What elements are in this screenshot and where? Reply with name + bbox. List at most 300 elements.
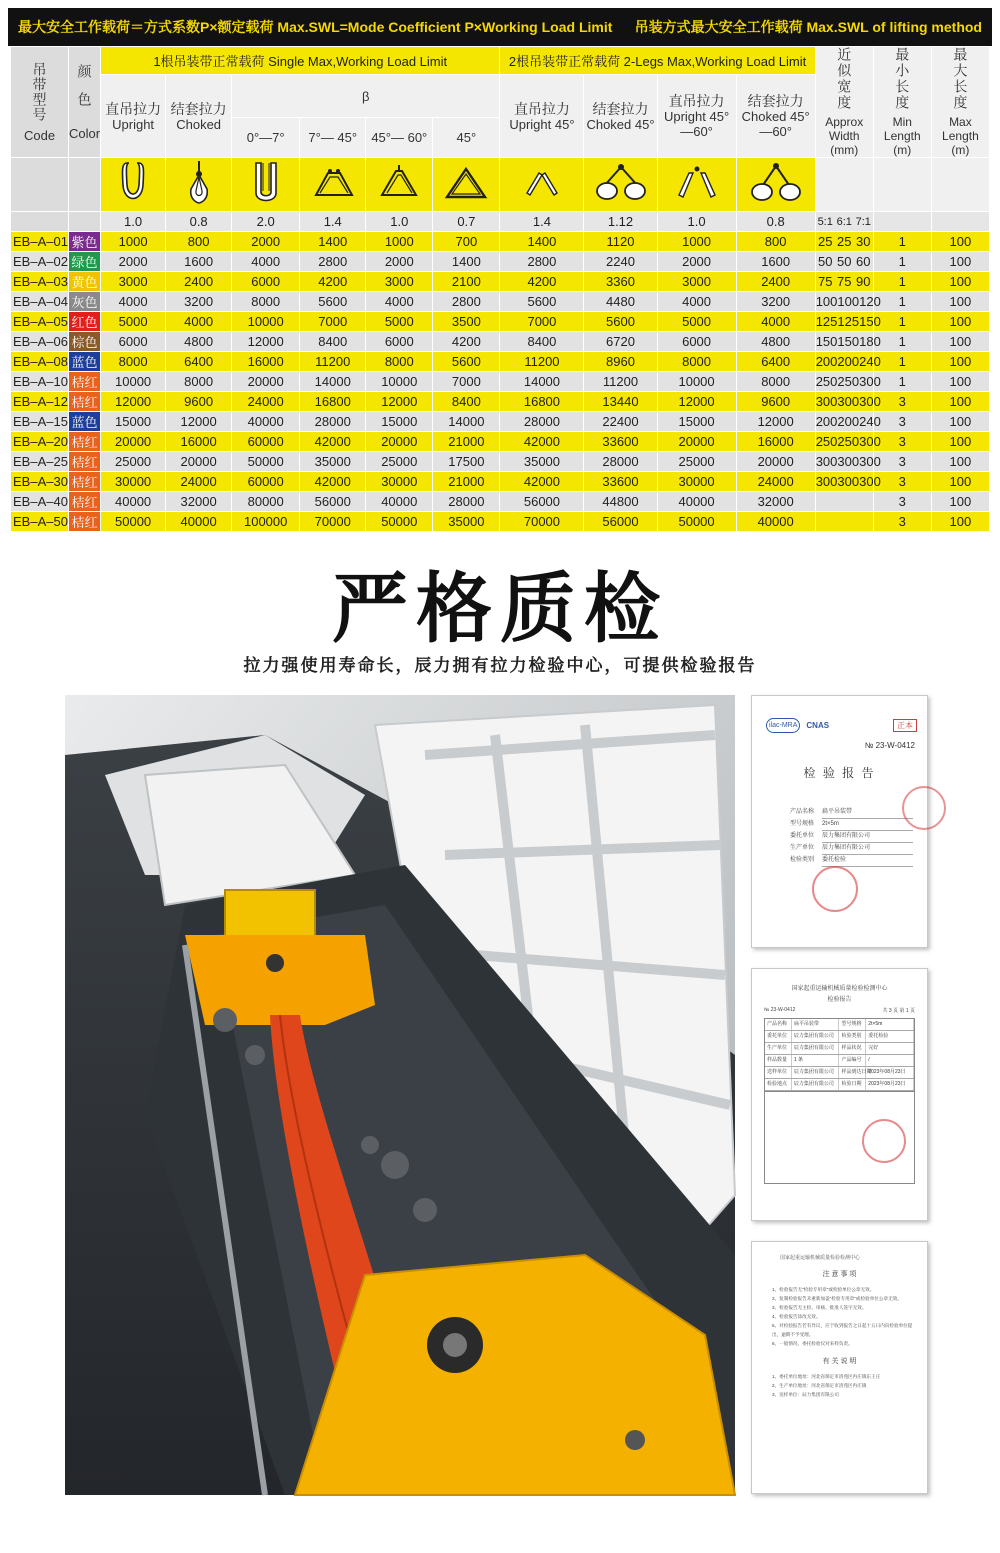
report-field-key: 检验类别 [790, 857, 815, 863]
width-value: 300 [815, 474, 838, 489]
blank-cell [11, 158, 69, 212]
load-cell: 8960 [584, 352, 657, 372]
load-cell: 20000 [736, 452, 815, 472]
report-field [790, 843, 913, 855]
load-cell: 42000 [300, 432, 366, 452]
width-header: 近似宽度 Approx Width (mm) [815, 47, 873, 158]
width-value: 50 [817, 254, 833, 269]
load-cell: 6720 [584, 332, 657, 352]
width-cell [815, 312, 881, 332]
load-cell: 7000 [300, 312, 366, 332]
load-cell: 25000 [101, 452, 166, 472]
load-cell: 60000 [232, 472, 300, 492]
load-cell: 42000 [500, 472, 584, 492]
coefficient-cell: 0.7 [433, 212, 500, 232]
load-cell: 11200 [300, 352, 366, 372]
blank-cell [69, 212, 101, 232]
load-cell: 4000 [736, 312, 815, 332]
width-values [816, 234, 873, 249]
load-cell: 40000 [366, 492, 433, 512]
load-cell: 1600 [736, 252, 815, 272]
load-cell: 12000 [366, 392, 433, 412]
load-cell: 5600 [584, 312, 657, 332]
two-legs-choked45-icon [584, 158, 657, 212]
load-cell: 30000 [366, 472, 433, 492]
table-row [11, 292, 990, 312]
angle-7-45: 7°— 45° [300, 118, 366, 158]
header-left-text: 最大安全工作载荷＝方式系数P×额定载荷 Max.SWL=Mode Coefficient P×Working Load Limit [18, 19, 613, 35]
min-length-cell: 3 [873, 412, 931, 432]
load-cell: 2240 [584, 252, 657, 272]
width-value: 125 [837, 314, 860, 329]
load-cell: 3000 [657, 272, 736, 292]
color-cell: 桔红 [69, 512, 101, 532]
load-cell: 4000 [232, 252, 300, 272]
load-cell: 8000 [232, 292, 300, 312]
report-field-value: 扁平吊装带 [822, 807, 913, 819]
width-value: 240 [859, 414, 881, 429]
color-cell: 桔红 [69, 372, 101, 392]
report-table-row [765, 1043, 914, 1055]
report-table-cell: 扁平吊装带 [792, 1019, 840, 1030]
load-cell: 6400 [736, 352, 815, 372]
width-value: 300 [837, 454, 860, 469]
blank-cell [931, 158, 989, 212]
min-length-cell: 1 [873, 332, 931, 352]
load-cell: 8000 [657, 352, 736, 372]
width-values [815, 434, 881, 449]
load-cell: 42000 [300, 472, 366, 492]
report-number: № 23-W-0412 [864, 741, 915, 750]
load-cell: 35000 [300, 452, 366, 472]
min-length-cell: 1 [873, 312, 931, 332]
report-field-value: 委托检验 [822, 855, 913, 867]
load-cell: 14000 [300, 372, 366, 392]
width-value: 100 [837, 294, 860, 309]
width-cell [815, 332, 881, 352]
min-length-cell: 3 [873, 512, 931, 532]
report-field-value: 2t×5m [822, 819, 913, 831]
load-cell: 2100 [433, 272, 500, 292]
report-table-row [765, 1079, 914, 1091]
load-cell: 21000 [433, 472, 500, 492]
load-cell: 20000 [657, 432, 736, 452]
load-cell: 4000 [166, 312, 232, 332]
table-row [11, 232, 990, 252]
width-value: 200 [815, 354, 838, 369]
table-row [11, 472, 990, 492]
width-value: 100 [815, 294, 838, 309]
color-cell: 桔红 [69, 432, 101, 452]
load-cell: 2000 [232, 232, 300, 252]
coefficient-cell: 0.8 [166, 212, 232, 232]
section-title: 严格质检 [332, 564, 668, 653]
load-cell: 6000 [232, 272, 300, 292]
report-table-row [765, 1055, 914, 1067]
color-cell: 紫色 [69, 232, 101, 252]
load-cell: 6000 [657, 332, 736, 352]
color-cell: 桔红 [69, 472, 101, 492]
load-cell: 60000 [232, 432, 300, 452]
table-row [11, 272, 990, 292]
max-length-cell: 100 [931, 392, 989, 412]
report-table-row [765, 1019, 914, 1031]
report-field-key: 生产单位 [790, 845, 815, 851]
code-cell: EB–A–25 [11, 452, 69, 472]
two-legs-upright4560-icon [657, 158, 736, 212]
load-cell: 40000 [166, 512, 232, 532]
load-cell: 28000 [433, 492, 500, 512]
report-table-cell: 样品到达日期 [839, 1067, 866, 1078]
report-title: 检 验 报 告 [803, 766, 876, 780]
load-cell: 1000 [657, 232, 736, 252]
width-values [815, 294, 881, 309]
load-cell: 40000 [736, 512, 815, 532]
report-field-value: 辰力集团有限公司 [822, 831, 913, 843]
code-cell: EB–A–50 [11, 512, 69, 532]
max-length-cell: 100 [931, 492, 989, 512]
code-cell: EB–A–10 [11, 372, 69, 392]
table-row [11, 492, 990, 512]
table-row [11, 352, 990, 372]
width-value: 250 [837, 434, 860, 449]
load-cell: 100000 [232, 512, 300, 532]
width-cell [815, 392, 881, 412]
width-value: 25 [836, 234, 852, 249]
table-row [11, 332, 990, 352]
load-cell: 12000 [736, 412, 815, 432]
two-legs-upright45-icon [500, 158, 584, 212]
load-cell: 14000 [433, 412, 500, 432]
load-cell: 1600 [166, 252, 232, 272]
width-value: 200 [815, 414, 838, 429]
load-cell: 10000 [232, 312, 300, 332]
load-cell: 56000 [584, 512, 657, 532]
single-header: 1根吊装带正常载荷 Single Max,Working Load Limit [101, 47, 500, 75]
load-cell: 56000 [300, 492, 366, 512]
table-row [11, 312, 990, 332]
ilac-logo: ilac-MRA [766, 718, 800, 733]
width-value: 60 [856, 254, 871, 269]
color-cell: 蓝色 [69, 352, 101, 372]
width-value: 300 [859, 474, 881, 489]
notes-title-2: 有 关 说 明 [822, 1358, 857, 1365]
two-choked45-header: 结套拉力 Choked 45° [584, 75, 657, 158]
width-cell [815, 352, 881, 372]
load-cell: 7000 [433, 372, 500, 392]
report-table-cell: 2t×5m [866, 1019, 914, 1030]
section-subtitle: 拉力强使用寿命长，辰力拥有拉力检验中心，可提供检验报告 [243, 656, 757, 675]
max-length-header: 最大长度 Max Length (m) [931, 47, 989, 158]
load-cell: 7000 [500, 312, 584, 332]
load-cell: 10000 [101, 372, 166, 392]
load-cell: 28000 [584, 452, 657, 472]
width-value: 300 [859, 434, 881, 449]
load-cell: 50000 [657, 512, 736, 532]
report-table-cell: / [866, 1055, 914, 1066]
load-cell: 50000 [366, 512, 433, 532]
load-cell: 2800 [500, 252, 584, 272]
cnas-logo: CNAS [806, 721, 830, 730]
load-cell: 4800 [166, 332, 232, 352]
width-value: 25 [817, 234, 833, 249]
report-field [790, 831, 913, 843]
load-cell: 10000 [657, 372, 736, 392]
report-table-cell: 检验日期 [839, 1079, 866, 1090]
red-seal [862, 1119, 906, 1163]
report-table-cell: 委托单位 [765, 1031, 792, 1042]
load-cell: 50000 [101, 512, 166, 532]
note-item: 1、检验报告无"检验专用章"或检验单位公章无效。 [772, 1287, 875, 1292]
width-value: 300 [859, 394, 881, 409]
header-right-text: 吊装方式最大安全工作载荷 Max.SWL of lifting method [634, 19, 982, 35]
width-ratio: 6:1 [836, 215, 852, 228]
table-row [11, 252, 990, 272]
angle-0-7: 0°—7° [232, 118, 300, 158]
table-row [11, 392, 990, 412]
width-value: 250 [837, 374, 860, 389]
max-length-cell: 100 [931, 512, 989, 532]
inspection-report-cover [751, 695, 928, 948]
report-field [790, 807, 913, 819]
width-values [816, 274, 873, 289]
load-cell: 8400 [500, 332, 584, 352]
width-values [815, 454, 881, 469]
width-value: 300 [859, 374, 881, 389]
two-legs-choked4560-icon [736, 158, 815, 212]
note-item: 3、送样单位：辰力集团有限公司 [772, 1392, 839, 1397]
load-cell: 24000 [232, 392, 300, 412]
beta-header: β [232, 75, 500, 118]
blank-cell [931, 212, 989, 232]
report-table-cell: 送样单位 [765, 1067, 792, 1078]
basket-7-45-icon [300, 158, 366, 212]
max-length-cell: 100 [931, 232, 989, 252]
width-value: 75 [817, 274, 833, 289]
load-cell: 13440 [584, 392, 657, 412]
load-cell: 56000 [500, 492, 584, 512]
table-row [11, 372, 990, 392]
load-cell: 44800 [584, 492, 657, 512]
load-cell: 700 [433, 232, 500, 252]
report-table-cell: 辰力集团有限公司 [792, 1043, 840, 1054]
report-field-key: 委托单位 [790, 833, 815, 839]
min-length-header: 最小长度 Min Length (m) [873, 47, 931, 158]
load-cell: 28000 [300, 412, 366, 432]
color-cell: 红色 [69, 312, 101, 332]
width-value: 300 [815, 454, 838, 469]
report-field [790, 855, 913, 867]
code-cell: EB–A–04 [11, 292, 69, 312]
two-upright45-header: 直吊拉力 Upright 45° [500, 75, 584, 158]
width-value: 300 [815, 394, 838, 409]
upright-header: 直吊拉力 Upright [101, 75, 166, 158]
blank-cell [69, 158, 101, 212]
load-cell: 17500 [433, 452, 500, 472]
choked-header: 结套拉力 Choked [166, 75, 232, 158]
width-value: 90 [856, 274, 871, 289]
inspection-report-page [751, 968, 928, 1221]
report-field-value: 辰力集团有限公司 [822, 843, 913, 855]
min-length-cell: 1 [873, 352, 931, 372]
report-table-row [765, 1067, 914, 1079]
min-length-cell: 1 [873, 272, 931, 292]
width-ratio-cell [815, 212, 873, 232]
note-item: 1、委托单位地址：河北省保定市清苑区冉庄镇东王庄 [772, 1374, 881, 1379]
report-table-cell: 样品状况 [839, 1043, 866, 1054]
width-value: 150 [837, 334, 860, 349]
load-cell: 3000 [101, 272, 166, 292]
load-cell: 1000 [101, 232, 166, 252]
load-cell: 20000 [166, 452, 232, 472]
code-cell: EB–A–03 [11, 272, 69, 292]
load-cell: 42000 [500, 432, 584, 452]
max-length-cell: 100 [931, 312, 989, 332]
load-cell: 25000 [657, 452, 736, 472]
load-cell: 9600 [166, 392, 232, 412]
load-cell: 9600 [736, 392, 815, 412]
width-cell [815, 472, 881, 492]
load-cell: 16800 [300, 392, 366, 412]
width-values [815, 354, 881, 369]
report-table-cell: 辰力集团有限公司 [792, 1079, 840, 1090]
load-cell: 14000 [500, 372, 584, 392]
min-length-cell: 1 [873, 232, 931, 252]
width-value: 120 [859, 294, 881, 309]
table-row [11, 512, 990, 532]
note-item: 4、检验报告涂改无效。 [772, 1314, 821, 1319]
report-table-cell: 样品数量 [765, 1055, 792, 1066]
two-choked4560-header: 结套拉力 Choked 45°—60° [736, 75, 815, 158]
code-cell: EB–A–08 [11, 352, 69, 372]
width-values [815, 394, 881, 409]
width-cell [815, 412, 881, 432]
min-length-cell: 3 [873, 492, 931, 512]
width-values [815, 414, 881, 429]
load-cell: 70000 [300, 512, 366, 532]
load-cell: 2800 [300, 252, 366, 272]
load-cell: 2800 [433, 292, 500, 312]
report-table-cell: 检验地点 [765, 1079, 792, 1090]
max-length-cell: 100 [931, 432, 989, 452]
blank-cell [815, 158, 873, 212]
load-cell: 2400 [166, 272, 232, 292]
code-cell: EB–A–20 [11, 432, 69, 452]
width-values [815, 314, 881, 329]
load-cell: 30000 [657, 472, 736, 492]
coefficient-cell: 0.8 [736, 212, 815, 232]
width-cell [815, 232, 873, 252]
color-cell: 蓝色 [69, 412, 101, 432]
load-table [10, 46, 990, 532]
load-cell: 28000 [500, 412, 584, 432]
report-field [790, 819, 913, 831]
load-cell: 40000 [232, 412, 300, 432]
coefficient-cell: 1.0 [101, 212, 166, 232]
coefficient-cell: 2.0 [232, 212, 300, 232]
basket-45-icon [433, 158, 500, 212]
two-upright4560-header: 直吊拉力 Upright 45°—60° [657, 75, 736, 158]
report-table-cell: 1 条 [792, 1055, 840, 1066]
load-cell: 30000 [101, 472, 166, 492]
load-cell: 15000 [101, 412, 166, 432]
note-item: 5、对检验报告若有异议，应于收到报告之日起十五日内向检验单位提出，逾期不予受理。 [772, 1323, 913, 1337]
width-ratio-group [816, 216, 873, 228]
report-table-cell: 产品名称 [765, 1019, 792, 1030]
notes-title: 注 意 事 项 [822, 1271, 857, 1278]
load-cell: 22400 [584, 412, 657, 432]
load-cell: 16000 [232, 352, 300, 372]
load-cell: 4000 [101, 292, 166, 312]
width-value: 30 [856, 234, 871, 249]
color-header: 颜色 Color [69, 47, 101, 158]
load-cell: 1400 [300, 232, 366, 252]
load-cell: 32000 [736, 492, 815, 512]
color-cell: 绿色 [69, 252, 101, 272]
load-cell: 11200 [500, 352, 584, 372]
load-cell: 12000 [101, 392, 166, 412]
width-value: 150 [859, 314, 881, 329]
load-cell: 3000 [366, 272, 433, 292]
red-seal [812, 866, 858, 912]
report-org: 国家起重运输机械质量检验检测中心 [780, 1255, 861, 1261]
basket-45-60-icon [366, 158, 433, 212]
load-cell: 12000 [166, 412, 232, 432]
min-length-cell: 1 [873, 292, 931, 312]
max-length-cell: 100 [931, 372, 989, 392]
coefficient-cell: 1.0 [657, 212, 736, 232]
table-row [11, 432, 990, 452]
report-table-cell: 型号规格 [839, 1019, 866, 1030]
width-cell [815, 492, 873, 512]
load-cell: 32000 [166, 492, 232, 512]
color-cell: 灰色 [69, 292, 101, 312]
report-page: 共 3 页 第 1 页 [882, 1008, 915, 1014]
load-cell: 2000 [657, 252, 736, 272]
upright-icon [101, 158, 166, 212]
load-cell: 35000 [433, 512, 500, 532]
angle-45-60: 45°— 60° [366, 118, 433, 158]
load-cell: 40000 [101, 492, 166, 512]
report-org: 国家起重运输机械质量检验检测中心 [791, 986, 888, 992]
code-cell: EB–A–12 [11, 392, 69, 412]
min-length-cell: 1 [873, 252, 931, 272]
width-value: 50 [836, 254, 852, 269]
code-cell: EB–A–30 [11, 472, 69, 492]
load-cell: 4000 [366, 292, 433, 312]
report-table-cell: 完好 [866, 1043, 914, 1054]
load-cell: 12000 [657, 392, 736, 412]
width-values [815, 334, 881, 349]
width-cell [815, 292, 881, 312]
color-cell: 桔红 [69, 392, 101, 412]
width-values [815, 474, 881, 489]
header-bar [8, 8, 992, 46]
load-cell: 80000 [232, 492, 300, 512]
load-cell: 11200 [584, 372, 657, 392]
width-ratio: 5:1 [817, 215, 833, 228]
load-cell: 4200 [300, 272, 366, 292]
choked-icon [166, 158, 232, 212]
blank-cell [873, 212, 931, 232]
max-length-cell: 100 [931, 252, 989, 272]
load-cell: 33600 [584, 472, 657, 492]
load-cell: 3500 [433, 312, 500, 332]
max-length-cell: 100 [931, 292, 989, 312]
load-cell: 10000 [366, 372, 433, 392]
note-item: 3、检验报告无主检、审核、批准人签字无效。 [772, 1305, 867, 1310]
load-cell: 8400 [300, 332, 366, 352]
